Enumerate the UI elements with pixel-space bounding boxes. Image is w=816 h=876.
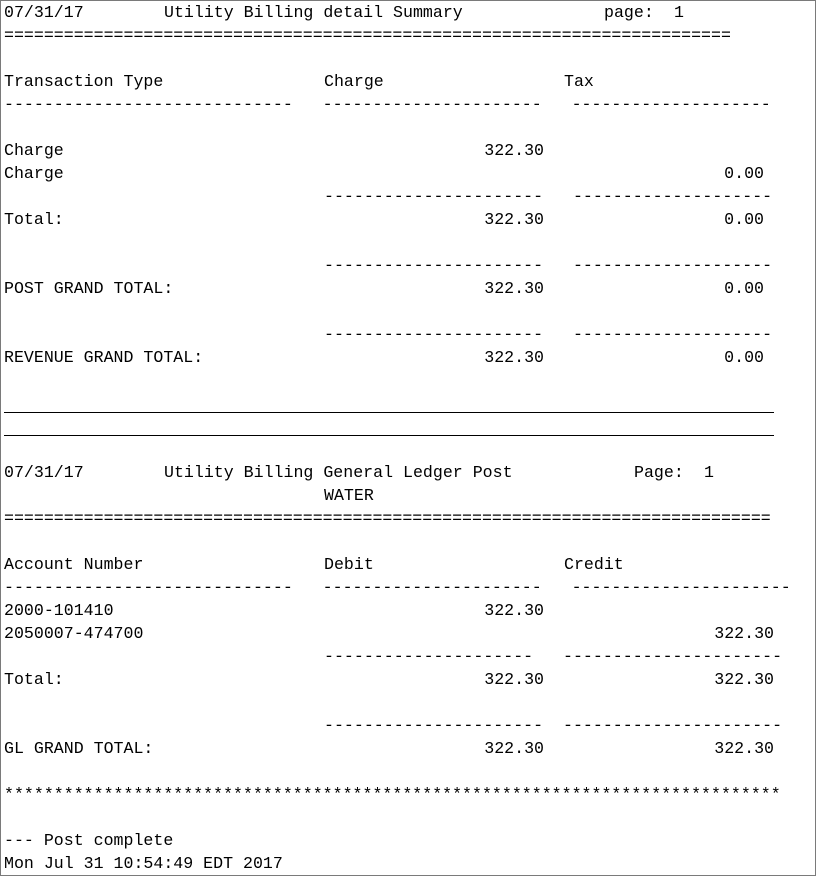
- revenue-grand-total-charge: 322.30: [484, 348, 544, 367]
- column-underline: ----------------------------- ---------------------- --------------------: [4, 95, 771, 114]
- gl-title: Utility Billing General Ledger Post: [164, 463, 513, 482]
- gl-row-account: 2000-101410: [4, 601, 114, 620]
- gl-row-debit: 322.30: [484, 601, 544, 620]
- footer-stars: ******************************************************************************: [4, 785, 781, 804]
- post-grand-total-tax: 0.00: [724, 279, 764, 298]
- summary-page-number: 1: [674, 3, 684, 22]
- summary-total-label: Total:: [4, 210, 64, 229]
- summary-row-type: Charge: [4, 164, 64, 183]
- gl-total-label: Total:: [4, 670, 64, 689]
- summary-total-tax: 0.00: [724, 210, 764, 229]
- post-grand-total-label: POST GRAND TOTAL:: [4, 279, 174, 298]
- column-header-account-number: Account Number: [4, 555, 144, 574]
- column-header-debit: Debit: [324, 555, 374, 574]
- gl-grand-total-label: GL GRAND TOTAL:: [4, 739, 154, 758]
- section-divider: [4, 412, 774, 413]
- summary-row-tax: 0.00: [724, 164, 764, 183]
- post-timestamp: Mon Jul 31 10:54:49 EDT 2017: [4, 854, 283, 873]
- subtotal-rule: ---------------------- --------------------: [324, 187, 773, 206]
- revenue-grand-total-label: REVENUE GRAND TOTAL:: [4, 348, 204, 367]
- column-header-credit: Credit: [564, 555, 624, 574]
- gl-subtitle: WATER: [324, 486, 374, 505]
- gl-separator: =============================================================================: [4, 509, 771, 528]
- column-header-charge: Charge: [324, 72, 384, 91]
- gl-total-credit: 322.30: [714, 670, 774, 689]
- gl-grand-total-debit: 322.30: [484, 739, 544, 758]
- gl-page-label: Page:: [634, 463, 684, 482]
- gl-row-credit: 322.30: [714, 624, 774, 643]
- column-header-tax: Tax: [564, 72, 594, 91]
- column-underline: ----------------------------- ---------------------- ----------------------: [4, 578, 791, 597]
- summary-separator: =========================================================================: [4, 26, 731, 45]
- gl-date: 07/31/17: [4, 463, 84, 482]
- summary-total-charge: 322.30: [484, 210, 544, 229]
- gl-grand-total-credit: 322.30: [714, 739, 774, 758]
- gl-page-number: 1: [704, 463, 714, 482]
- summary-row-type: Charge: [4, 141, 64, 160]
- section-divider: [4, 435, 774, 436]
- summary-row-charge: 322.30: [484, 141, 544, 160]
- subtotal-rule: ---------------------- --------------------: [324, 256, 773, 275]
- post-status: --- Post complete: [4, 831, 174, 850]
- summary-date: 07/31/17: [4, 3, 84, 22]
- revenue-grand-total-tax: 0.00: [724, 348, 764, 367]
- summary-title: Utility Billing detail Summary: [164, 3, 463, 22]
- column-header-transaction-type: Transaction Type: [4, 72, 164, 91]
- post-grand-total-charge: 322.30: [484, 279, 544, 298]
- subtotal-rule: --------------------- ----------------------: [324, 647, 783, 666]
- subtotal-rule: ---------------------- ----------------------: [324, 716, 783, 735]
- subtotal-rule: ---------------------- --------------------: [324, 325, 773, 344]
- gl-row-account: 2050007-474700: [4, 624, 144, 643]
- summary-page-label: page:: [604, 3, 654, 22]
- gl-total-debit: 322.30: [484, 670, 544, 689]
